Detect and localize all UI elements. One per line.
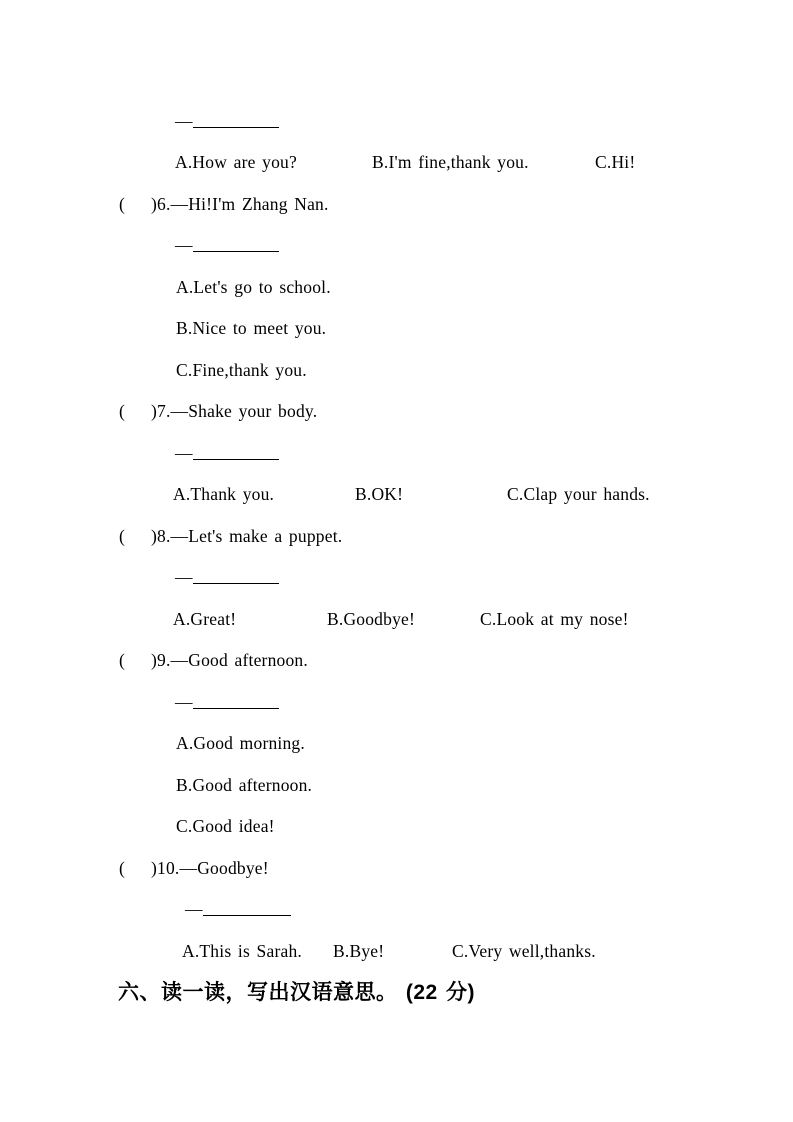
q7-answer-blank-row (0, 442, 793, 468)
q5-option-b: B.I'm fine,thank you. (372, 152, 529, 172)
q6-answer-blank-row (0, 234, 793, 260)
q7-answer-paren: ( (119, 401, 126, 421)
q9-option-b: B.Good afternoon. (176, 775, 313, 795)
q8-option-b: B.Goodbye! (327, 609, 416, 629)
q8-options-row (0, 608, 793, 634)
q9-answer-paren: ( (119, 650, 126, 670)
q5-answer-blank-row (0, 110, 793, 136)
q5-answer-blank-line (193, 110, 279, 128)
q6-answer-dash: — (175, 235, 193, 255)
q10-option-c: C.Very well,thanks. (452, 941, 596, 961)
q10-answer-blank-line (203, 898, 291, 916)
q10-answer-paren: ( (119, 858, 126, 878)
q7-option-c: C.Clap your hands. (507, 484, 650, 504)
q7-answer-blank-line (193, 442, 279, 460)
q6-option-a: A.Let's go to school. (176, 277, 331, 297)
q8-option-c: C.Look at my nose! (480, 609, 629, 629)
q6-option-c-row (0, 359, 793, 385)
q8-question-stem: )8.—Let's make a puppet. (151, 526, 343, 546)
q6-option-b: B.Nice to meet you. (176, 318, 327, 338)
q7-options-row (0, 483, 793, 509)
q9-answer-blank-row (0, 691, 793, 717)
q9-stem-row (0, 649, 793, 675)
q9-option-b-row (0, 774, 793, 800)
q7-question-stem: )7.—Shake your body. (151, 401, 318, 421)
q10-answer-blank-row (0, 898, 793, 924)
q7-option-b: B.OK! (355, 484, 404, 504)
q6-question-stem: )6.—Hi!I'm Zhang Nan. (151, 194, 329, 214)
q9-question-stem: )9.—Good afternoon. (151, 650, 308, 670)
q5-answer-dash: — (175, 111, 193, 131)
q10-options-row (0, 940, 793, 966)
q10-question-stem: )10.—Goodbye! (151, 858, 269, 878)
q8-answer-blank-line (193, 566, 279, 584)
section6-heading: 六、读一读，写出汉语意思。 (22 分) (118, 981, 476, 1004)
q9-option-a: A.Good morning. (176, 733, 305, 753)
q8-answer-dash: — (175, 567, 193, 587)
q9-option-c-row (0, 815, 793, 841)
q6-option-c: C.Fine,thank you. (176, 360, 307, 380)
q10-option-a: A.This is Sarah. (182, 941, 302, 961)
q7-answer-dash: — (175, 443, 193, 463)
q10-stem-row (0, 857, 793, 883)
q8-option-a: A.Great! (173, 609, 237, 629)
q6-answer-paren: ( (119, 194, 126, 214)
q6-answer-blank-line (193, 234, 279, 252)
q6-stem-row (0, 193, 793, 219)
q7-stem-row (0, 400, 793, 426)
q5-option-a: A.How are you? (175, 152, 297, 172)
section6-heading-row (0, 980, 793, 1010)
q8-answer-paren: ( (119, 526, 126, 546)
q10-option-b: B.Bye! (333, 941, 385, 961)
q8-answer-blank-row (0, 566, 793, 592)
q9-option-a-row (0, 732, 793, 758)
q5-option-c: C.Hi! (595, 152, 636, 172)
q7-option-a: A.Thank you. (173, 484, 275, 504)
q6-option-b-row (0, 317, 793, 343)
q9-option-c: C.Good idea! (176, 816, 275, 836)
q8-stem-row (0, 525, 793, 551)
q5-options-row (0, 151, 793, 177)
q10-answer-dash: — (185, 899, 203, 919)
q6-option-a-row (0, 276, 793, 302)
q9-answer-dash: — (175, 692, 193, 712)
q9-answer-blank-line (193, 691, 279, 709)
